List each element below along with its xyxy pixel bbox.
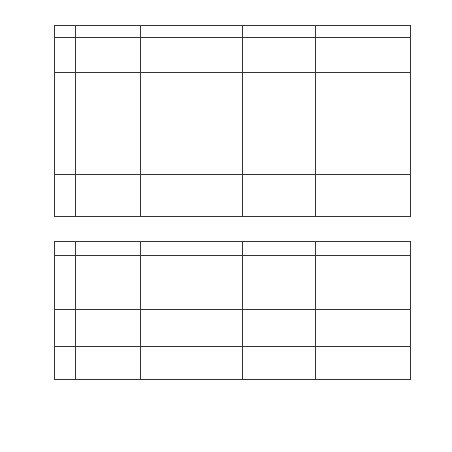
table-cell — [76, 256, 141, 310]
header-cell — [55, 242, 76, 256]
table-2 — [54, 241, 411, 380]
table-header-row — [55, 26, 411, 38]
table-row — [55, 38, 411, 73]
table-cell — [316, 175, 411, 217]
table-cell — [141, 310, 243, 347]
table-row — [55, 73, 411, 175]
header-cell — [141, 242, 243, 256]
table-row — [55, 256, 411, 310]
table-cell — [316, 256, 411, 310]
table-cell — [243, 347, 316, 380]
table-cell — [76, 175, 141, 217]
table-cell — [141, 256, 243, 310]
header-cell — [316, 26, 411, 38]
table-cell — [76, 347, 141, 380]
table-cell — [76, 310, 141, 347]
header-cell — [141, 26, 243, 38]
table-1 — [54, 25, 411, 217]
table-cell — [243, 310, 316, 347]
header-cell — [243, 242, 316, 256]
table-row — [55, 347, 411, 380]
table-cell — [55, 38, 76, 73]
table-cell — [316, 38, 411, 73]
table-cell — [141, 73, 243, 175]
table-cell — [243, 38, 316, 73]
table-cell — [55, 310, 76, 347]
table-cell — [76, 38, 141, 73]
table-cell — [316, 73, 411, 175]
header-cell — [76, 242, 141, 256]
header-cell — [316, 242, 411, 256]
table-cell — [141, 175, 243, 217]
table-cell — [55, 347, 76, 380]
table-cell — [141, 38, 243, 73]
table-cell — [55, 73, 76, 175]
table-cell — [243, 256, 316, 310]
table-cell — [316, 347, 411, 380]
header-cell — [55, 26, 76, 38]
table-cell — [55, 175, 76, 217]
table-row — [55, 175, 411, 217]
table-cell — [316, 310, 411, 347]
table-cell — [243, 73, 316, 175]
header-cell — [243, 26, 316, 38]
header-cell — [76, 26, 141, 38]
table-cell — [55, 256, 76, 310]
table-header-row — [55, 242, 411, 256]
table-cell — [76, 73, 141, 175]
table-cell — [141, 347, 243, 380]
table-row — [55, 310, 411, 347]
table-cell — [243, 175, 316, 217]
